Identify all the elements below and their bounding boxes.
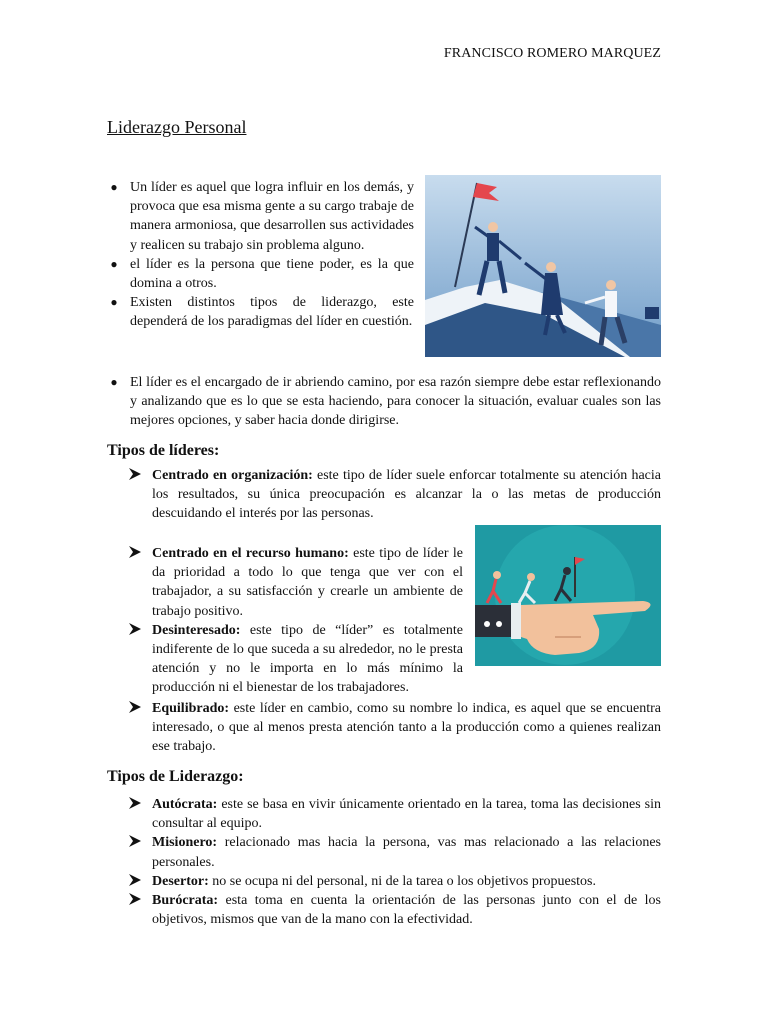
leader-types-list-a	[152, 466, 661, 524]
list-item: Autócrata: este se basa en vivir únicamente orientado en la tarea, toma las decisiones sin consultar al equipo.	[152, 795, 661, 833]
list-item: Misionero: relacionado mas hacia la persona, vas mas relacionado a las relaciones personales.	[152, 833, 661, 871]
arrowhead-icon	[128, 545, 142, 559]
list-item: Burócrata: esta toma en cuenta la orientación de las personas junto con el de los objetivos, mismos que van de la mano con la efectividad.	[152, 891, 661, 929]
arrowhead-icon	[128, 892, 142, 906]
section-heading-lideres: Tipos de líderes:	[107, 442, 220, 459]
bullet-icon: ●	[110, 295, 118, 310]
list-item: Desinteresado: este tipo de “líder” es totalmente indiferente de lo que suceda a su alrededor, no le presta atención y no le importa en lo más mínimo la producción ni el bienestar de los trabajadores.	[152, 621, 463, 698]
author-name: FRANCISCO ROMERO MARQUEZ	[443, 46, 661, 61]
leadership-styles-list	[152, 795, 661, 929]
bullet-icon: ●	[110, 180, 118, 194]
section-heading-liderazgo: Tipos de Liderazgo:	[107, 768, 244, 785]
arrowhead-icon	[128, 467, 142, 481]
arrowhead-icon	[128, 796, 142, 810]
arrowhead-icon	[128, 700, 142, 714]
arrowhead-icon	[128, 873, 142, 887]
bullet-icon: ●	[110, 256, 118, 271]
leader-types-list-b	[152, 544, 463, 698]
list-item: ● Existen distintos tipos de liderazgo, este dependerá de los paradigmas del líder en cuestión.	[130, 293, 414, 331]
leader-types-list-c	[152, 699, 661, 757]
pointing-hand-illustration	[475, 525, 661, 666]
intro-list	[110, 178, 414, 332]
page-title: Liderazgo Personal	[107, 117, 247, 137]
list-item: Centrado en organización: este tipo de líder suele enforcar totalmente su atención hacia los resultados, su única preocupación es alcanzar la o las metas de producción descuidando el interés por las personas.	[152, 466, 661, 524]
list-item: Desertor: no se ocupa ni del personal, ni de la tarea o los objetivos propuestos.	[152, 872, 661, 891]
list-item: Equilibrado: este líder en cambio, como su nombre lo indica, es aquel que se encuentra interesado, o que al menos presta atención tanto a la producción como a quienes realizan ese trabajo.	[152, 699, 661, 757]
intro-list-continued	[110, 373, 661, 431]
bullet-icon: ●	[110, 375, 118, 389]
list-item: ● Un líder es aquel que logra influir en los demás, y provoca que esa misma gente a su cargo trabaje de manera armoniosa, que desarrollen sus actividades y realicen su trabajo sin problema alguno.	[130, 178, 414, 255]
list-item: ● El líder es el encargado de ir abriendo camino, por esa razón siempre debe estar reflexionando y analizando que es lo que se esta haciendo, para conocer la situación, evaluar cuales son las mejores opciones, y saber hacia donde dirigirse.	[130, 373, 661, 431]
climbing-team-illustration	[425, 175, 661, 357]
arrowhead-icon	[128, 622, 142, 636]
list-item: ● el líder es la persona que tiene poder, es la que domina a otros.	[130, 255, 414, 293]
list-item: Centrado en el recurso humano: este tipo de líder le da prioridad a todo lo que tenga que ver con el trabajador, a su satisfacción y crearle un ambiente de trabajo positivo.	[152, 544, 463, 621]
arrowhead-icon	[128, 834, 142, 848]
